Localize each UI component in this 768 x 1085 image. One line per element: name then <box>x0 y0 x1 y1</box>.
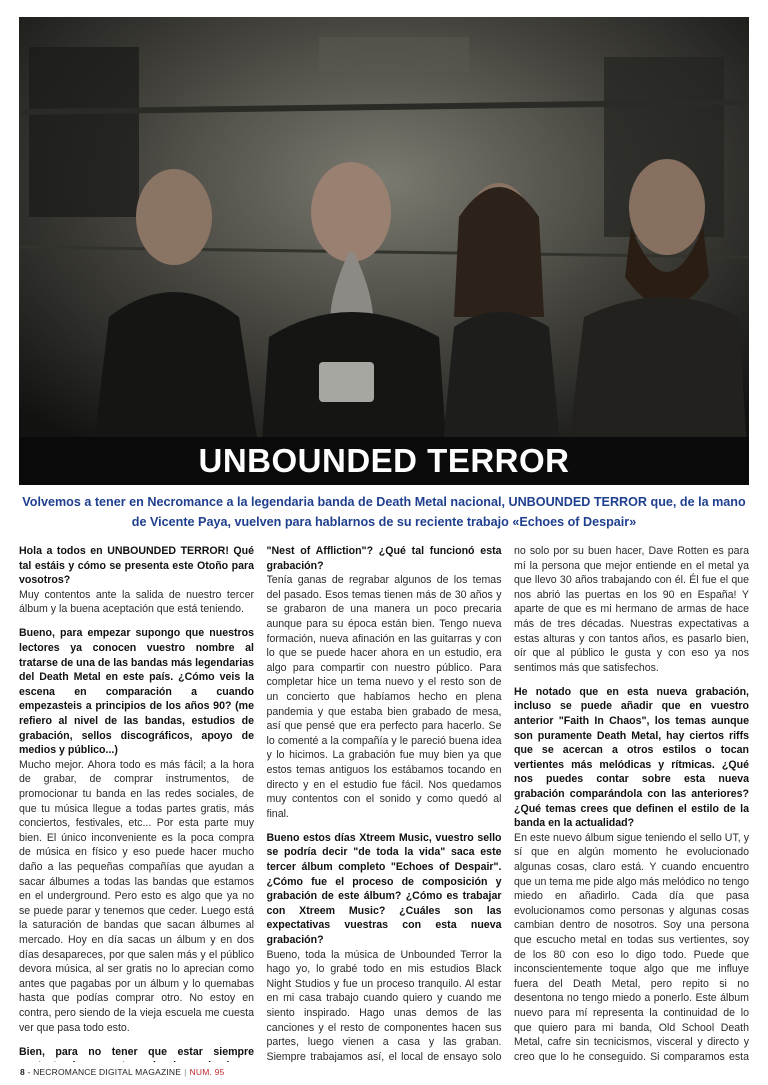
answer: En este nuevo álbum sigue teniendo el sello UT, y sí que en algún momento he evolucionado algunas cosas, claro está. Y cuando encuentro que un tema me pide algo más melódico no tengo miedo en añadirlo. Cada día que pasa evolucionamos como personas y algunas cosas cambian dentro de nosotros. Soy una persona que escucho metal en todas sus vertientes, soy de los 80 con eso lo digo todo. Puede que inconscientemente toque algo que me influye fuera del Death Metal, pero repito si no desentona no tengo miedo a ponerlo. Este álbum nuevo para mí representa la continuidad de lo que quiero para mi banda, Old School Death Metal, cafre sin tecnicismos, visceral y directo y creo que lo he conseguido. Si comparamos esta <box>514 831 749 1062</box>
band-members <box>19 17 749 485</box>
qa-block <box>267 831 502 1062</box>
answer: Mucho mejor. Ahora todo es más fácil; a la hora de grabar, de comprar instrumentos, de promocionar tu banda en las redes sociales, de que tu música llegue a todas partes gratis, más conciertos, festivales, etc... Por esta parte muy bien. El único inconveniente es la poca compra de música en físico y eso puede hacer mucho daño a las pequeñas compañías que ayudan a sacar álbumes a todas las bandas que estamos en el underground. Pero esto es algo que ya no se puede parar y tenemos que ceder. Luego está la saturación de bandas que sacan álbumes al mercado. Hoy en día sacas un álbum y en dos días desapareces, por que salen más y el público devora música, al ser gratis no lo aprecian como antes que pagabas por un álbum y lo quemabas hasta que podías comprar otro. No estoy en contra, pero siendo de la vieja escuela me cuesta ver que pasa todo esto. <box>19 758 254 1034</box>
band-photo <box>19 17 749 485</box>
answer: no solo por su buen hacer, Dave Rotten es para mí la persona que mejor entiende en el metal ya que llevo 30 años trabajando con él. Él fue el que nos abrió las puertas en los 90 en España! Y aparte de que es mi hermano de armas de hace más de tres décadas. Nuestras expectativas a estas alturas y con tantos años, es pasarlo bien, oír que al público le gusta y con eso ya nos sentimos más que satisfechos. <box>514 545 749 674</box>
answer: Tenía ganas de regrabar algunos de los temas del pasado. Esos temas tienen más de 30 años y se grabaron de una manera un poco precaria aunque para su época están bien. Tengo nueva formación, nueva afinación en las guitarras y con lo que se puede hacer ahora en un estudio, era algo para compartir con nuestro público. Para completar hice un tema nuevo y el resto son de un concierto que habíamos hecho en plena pandemia y que estaba bien grabado de mesa, así que pensé que era perfecto para hacerlo. Se lo comenté a la compañía y le pareció buena idea y lo hicimos. La grabación fue muy bien ya que estos temas antiguos los estábamos tocando en directo y en el estudio fue fácil. Nos quedamos muy contentos con el sonido y como quedó al final. <box>266 574 502 820</box>
column-3 <box>514 544 749 1062</box>
question: Bien, para no tener que estar siempre <box>19 1045 254 1058</box>
title-banner <box>19 437 749 485</box>
qa-block <box>514 544 749 675</box>
article-title: UNBOUNDED TERROR <box>198 442 570 479</box>
question: He notado que en esta nueva grabación, incluso se puede añadir que en vuestro anterior "Faith In Chaos", los temas aunque son puramente Death Metal, hay ciertos riffs que se acercan a otros estilos o tocan vertientes más melódicas y rítmicas. ¿Qué nos puedes contar sobre esta nueva grabación comparándola con las anteriores? ¿Qué temas crees que definen el estilo de la banda en la actualidad? <box>514 685 749 830</box>
question: "Nest of Affliction"? ¿Qué tal funcionó esta grabación? <box>266 545 502 572</box>
question: Hola a todos en UNBOUNDED TERROR! Qué tal estáis y cómo se presenta este Otoño para vosotros? <box>19 545 254 587</box>
qa-block <box>514 685 749 1062</box>
article-body <box>19 544 749 1062</box>
issue-number: NUM. 95 <box>189 1067 225 1077</box>
magazine-name: - NECROMANCE DIGITAL MAGAZINE <box>27 1067 182 1077</box>
answer: Bueno, toda la música de Unbounded Terror la hago yo, lo grabé todo en mis estudios Black Night Studios y fue un proceso tranquilo. Al estar en mi casa trabajo cuando quiero y cuando me siento inspirado. Hago unas demos de las canciones y el resto de componentes hacen sus partes, luego vienen a casa y las graban. Siempre trabajamos así, el local de ensayo solo <box>266 948 502 1062</box>
answer: Muy contentos ante la salida de nuestro tercer álbum y la buena aceptación que está teniendo. <box>19 588 254 616</box>
qa-block <box>19 1045 254 1062</box>
qa-block <box>19 626 254 1035</box>
question: Bueno estos días Xtreem Music, vuestro sello se podría decir "de toda la vida" saca este tercer álbum completo "Echoes of Despair". ¿Cómo fue el proceso de composición y grabación de este álbum? ¿Cómo es trabajar con Xtreem Music? ¿Cuáles son las expectativas vuestras con esta nueva grabación? <box>266 831 502 946</box>
qa-block <box>267 544 502 821</box>
question: Bueno, para empezar supongo que nuestros lectores ya conocen vuestro nombre al tratarse de una de las bandas más legendarias del Death Metal en este país. ¿Cómo veis la escena en comparación a cuando empezasteis a principios de los años 90? (me refiero al nivel de las bandas, estudios de grabación, sellos discográficos, apoyo de medios y público...) <box>19 627 254 757</box>
qa-block <box>19 544 254 617</box>
footer-separator: | <box>184 1067 187 1077</box>
article-lead: Volvemos a tener en Necromance a la legendaria banda de Death Metal nacional, UNBOUNDED TERROR que, de la mano de Vicente Paya, vuelven para hablarnos de su reciente trabajo «Echoes of Despair» <box>22 495 746 529</box>
page-number: 8 <box>20 1067 25 1077</box>
column-1 <box>19 544 254 1062</box>
column-2 <box>267 544 502 1062</box>
page-footer <box>20 1067 224 1077</box>
